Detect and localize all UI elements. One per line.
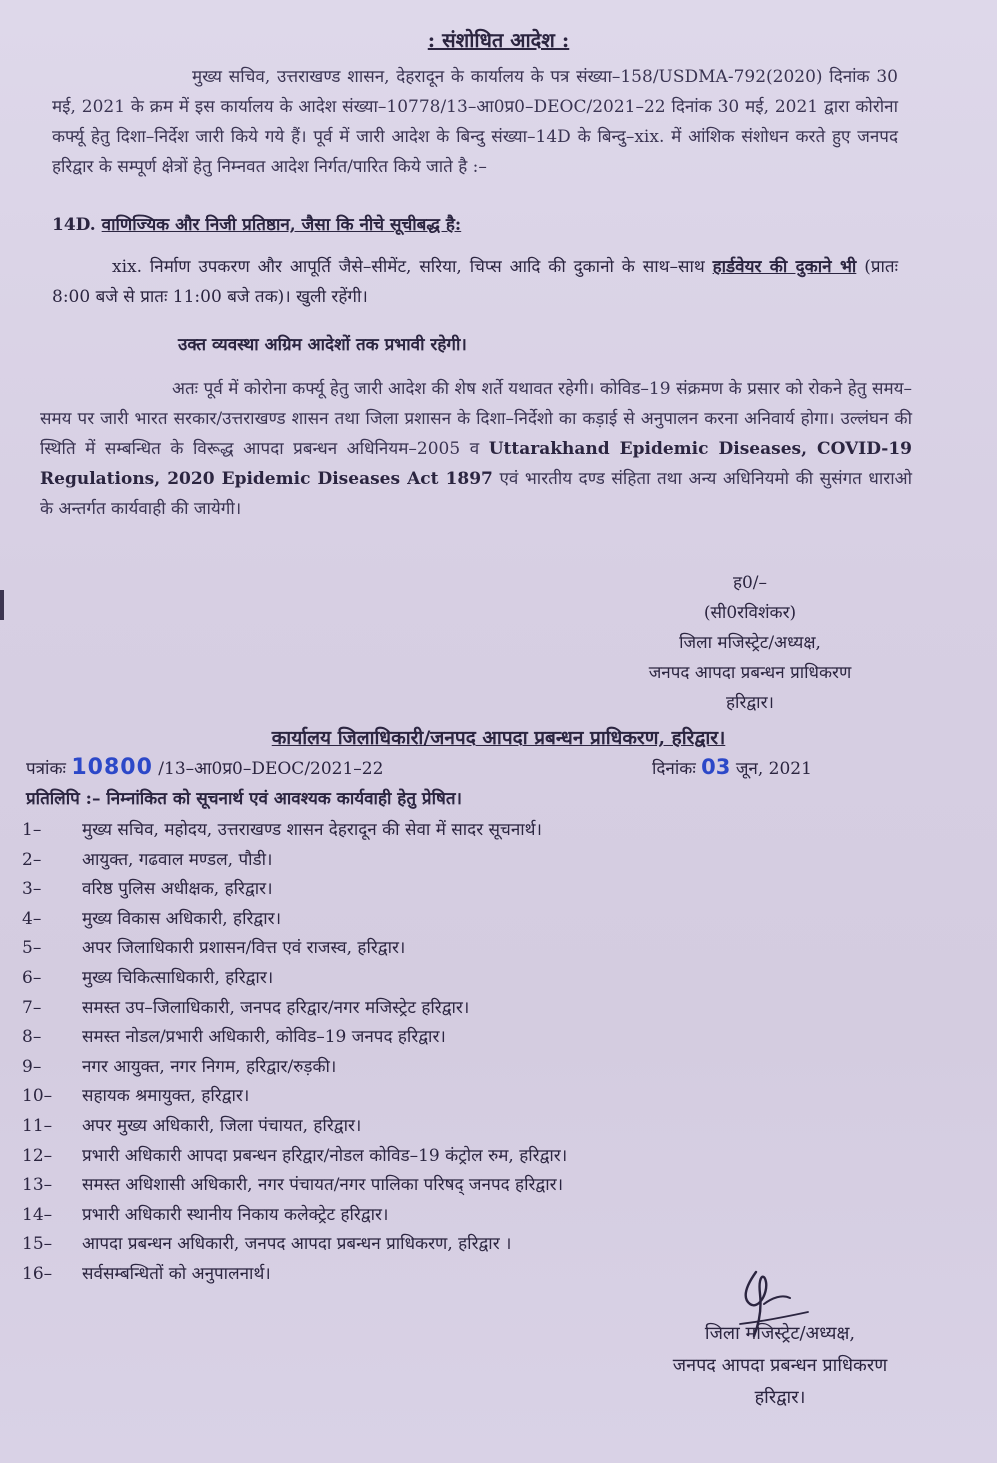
signature-1-designation: जिला मजिस्ट्रेट/अध्यक्ष, (679, 633, 821, 653)
conditions-paragraph (40, 374, 912, 524)
copy-to-item-number: 2– (22, 849, 42, 870)
conditions-regulations: Uttarakhand Epidemic Diseases, COVID-19 Regulations, 2020 Epidemic Diseases Act 1897 (40, 439, 913, 489)
signature-2-place: हरिद्वार। (754, 1387, 806, 1408)
copy-to-item-number: 3– (22, 879, 42, 900)
date-line (652, 755, 812, 779)
copy-to-item-text: सहायक श्रमायुक्त, हरिद्वार। (82, 1086, 250, 1107)
copy-to-item-number: 11– (22, 1115, 53, 1136)
copy-to-item (22, 934, 922, 964)
copy-to-item (22, 1082, 922, 1112)
copy-to-item-text: अपर मुख्य अधिकारी, जिला पंचायत, हरिद्वार। (82, 1115, 362, 1136)
copy-to-item-text: मुख्य विकास अधिकारी, हरिद्वार। (82, 908, 282, 929)
copy-to-item (22, 1230, 922, 1260)
copy-to-item-number: 5– (22, 938, 42, 959)
copy-to-item-number: 1– (22, 820, 42, 840)
copy-to-item (22, 964, 922, 994)
copy-to-item-text: समस्त अधिशासी अधिकारी, नगर पंचायत/नगर पालिका परिषद् जनपद हरिद्वार। (82, 1175, 564, 1196)
copy-to-item-text: आपदा प्रबन्धन अधिकारी, जनपद आपदा प्रबन्धन प्राधिकरण, हरिद्वार । (82, 1234, 512, 1255)
copy-to-item-text: समस्त नोडल/प्रभारी अधिकारी, कोविड–19 जनपद हरिद्वार। (82, 1027, 446, 1048)
signature-1-place: हरिद्वार। (726, 693, 774, 713)
point-xix-text-before: निर्माण उपकरण और आपूर्ति जैसे–सीमेंट, सरिया, चिप्स आदि की दुकानो के साथ–साथ (149, 257, 705, 277)
signature-1-name: (सी0रविशंकर) (703, 603, 797, 623)
reference-suffix: /13–आ0प्र0–DEOC/2021–22 (158, 759, 384, 779)
copy-to-item-text: आयुक्त, गढवाल मण्डल, पौडी। (82, 849, 273, 870)
copy-to-item-text: वरिष्ठ पुलिस अधीक्षक, हरिद्वार। (82, 879, 273, 900)
point-xix-paragraph (52, 252, 898, 312)
copy-to-item (22, 1201, 922, 1231)
order-heading (0, 26, 997, 53)
copy-to-item (22, 1053, 922, 1083)
copy-to-item-number: 4– (22, 908, 42, 929)
section-14d-title: वाणिज्यिक और निजी प्रतिष्ठान, जैसा कि नीचे सूचीबद्ध है: (101, 215, 462, 235)
intro-paragraph: मुख्य सचिव, उत्तराखण्ड शासन, देहरादून के कार्यालय के पत्र संख्या–158/USDMA-792(2020) दिनांक 30 मई, 2021 के क्रम में इस कार्यालय के आदेश संख्या–10778/13–आ0प्र0–DEOC/2021–22 दिनांक 30 मई, 2021 द्वारा कोरोना कर्फ्यू हेतु दिशा–निर्देश जारी किये गये हैं। पूर्व में जारी आदेश के बिन्दु संख्या–14D के बिन्दु–xix. में आंशिक संशोधन करते हुए जनपद हरिद्वार के सम्पूर्ण क्षेत्रों हेतु निम्नवत आदेश निर्गत/पारित किये जाते है :– (52, 67, 898, 177)
copy-to-item-number: 10– (22, 1086, 53, 1107)
copy-to-item-text: प्रभारी अधिकारी आपदा प्रबन्धन हरिद्वार/नोडल कोविड–19 कंट्रोल रुम, हरिद्वार। (82, 1145, 568, 1166)
date-rest: जून, 2021 (735, 759, 812, 779)
copy-to-list (22, 816, 922, 1290)
copy-to-item-text: मुख्य चिकित्साधिकारी, हरिद्वार। (82, 967, 274, 988)
copy-to-item-text: मुख्य सचिव, महोदय, उत्तराखण्ड शासन देहरादून की सेवा में सादर सूचनार्थ। (82, 820, 542, 840)
copy-to-item-number: 16– (22, 1263, 53, 1284)
reference-number-handwritten: 10800 (71, 755, 153, 780)
copy-to-item-text: नगर आयुक्त, नगर निगम, हरिद्वार/रुड़की। (82, 1056, 337, 1077)
scan-edge-mark (0, 590, 4, 620)
signature-1-authority: जनपद आपदा प्रबन्धन प्राधिकरण (648, 663, 852, 683)
effective-statement: उक्त व्यवस्था अग्रिम आदेशों तक प्रभावी रहेगी। (178, 335, 467, 355)
copy-to-heading: प्रतिलिपि :– निम्नांकित को सूचनार्थ एवं आवश्यक कार्यवाही हेतु प्रेषित। (26, 789, 462, 809)
copy-to-item-number: 6– (22, 967, 42, 988)
date-label: दिनांकः (652, 759, 696, 779)
copy-to-item-number: 9– (22, 1056, 42, 1077)
copy-to-item (22, 875, 922, 905)
copy-to-item (22, 1023, 922, 1053)
conditions-text-2: एवं भारतीय दण्ड संहिता तथा अन्य अधिनियमो की सुसंगत धाराओ के अन्तर्गत कार्यवाही की जायेगी। (40, 469, 913, 519)
copy-to-item (22, 905, 922, 935)
point-xix-label: xix. (112, 257, 143, 277)
copy-to-item-number: 7– (22, 997, 42, 1018)
copy-to-item-text: अपर जिलाधिकारी प्रशासन/वित्त एवं राजस्व, हरिद्वार। (82, 938, 406, 959)
signature-block-1 (600, 568, 900, 718)
copy-to-item (22, 994, 922, 1024)
copy-to-item (22, 816, 922, 846)
copy-to-item (22, 1112, 922, 1142)
reference-label: पत्रांकः (26, 759, 66, 779)
copy-to-item (22, 1142, 922, 1172)
date-day-handwritten: 03 (701, 755, 731, 779)
copy-to-item-text: सर्वसम्बन्धितों को अनुपालनार्थ। (82, 1263, 271, 1284)
signature-2-designation: जिला मजिस्ट्रेट/अध्यक्ष, (704, 1323, 856, 1344)
copy-to-item-number: 8– (22, 1027, 42, 1048)
signature-1-signed: ह0/– (732, 573, 768, 593)
copy-to-item-text: प्रभारी अधिकारी स्थानीय निकाय कलेक्ट्रेट हरिद्वार। (82, 1204, 389, 1225)
office-heading: कार्यालय जिलाधिकारी/जनपद आपदा प्रबन्धन प्राधिकरण, हरिद्वार। (271, 727, 726, 749)
copy-to-item-number: 15– (22, 1234, 53, 1255)
point-xix-highlight: हार्डवेयर की दुकाने भी (712, 257, 857, 277)
order-heading-text: : संशोधित आदेश : (427, 28, 570, 52)
copy-to-item-number: 14– (22, 1204, 53, 1225)
section-14d-number: 14D. (52, 215, 96, 235)
copy-to-item-text: समस्त उप–जिलाधिकारी, जनपद हरिद्वार/नगर मजिस्ट्रेट हरिद्वार। (82, 997, 470, 1018)
point-xix-text-after: (प्रातः 8:00 बजे से प्रातः 11:00 बजे तक)। खुली रहेंगी। (52, 257, 899, 307)
conditions-text-1: अतः पूर्व में कोरोना कर्फ्यू हेतु जारी आदेश की शेष शर्ते यथावत रहेगी। कोविड–19 संक्रमण के प्रसार को रोकने हेतु समय–समय पर जारी भारत सरकार/उत्तराखण्ड शासन तथा जिला प्रशासन के दिशा–निर्देशो का कड़ाई से अनुपालन करना अनिवार्य होगा। उल्लंघन की स्थिति में सम्बन्धित के विरूद्ध आपदा प्रबन्धन अधिनियम–2005 व (40, 379, 912, 459)
copy-to-item-number: 12– (22, 1145, 53, 1166)
signature-2-authority: जनपद आपदा प्रबन्धन प्राधिकरण (672, 1355, 888, 1376)
copy-to-item (22, 1171, 922, 1201)
section-14d-heading (52, 210, 898, 240)
signature-block-2 (620, 1318, 940, 1414)
copy-to-item (22, 846, 922, 876)
copy-to-item-number: 13– (22, 1175, 53, 1196)
